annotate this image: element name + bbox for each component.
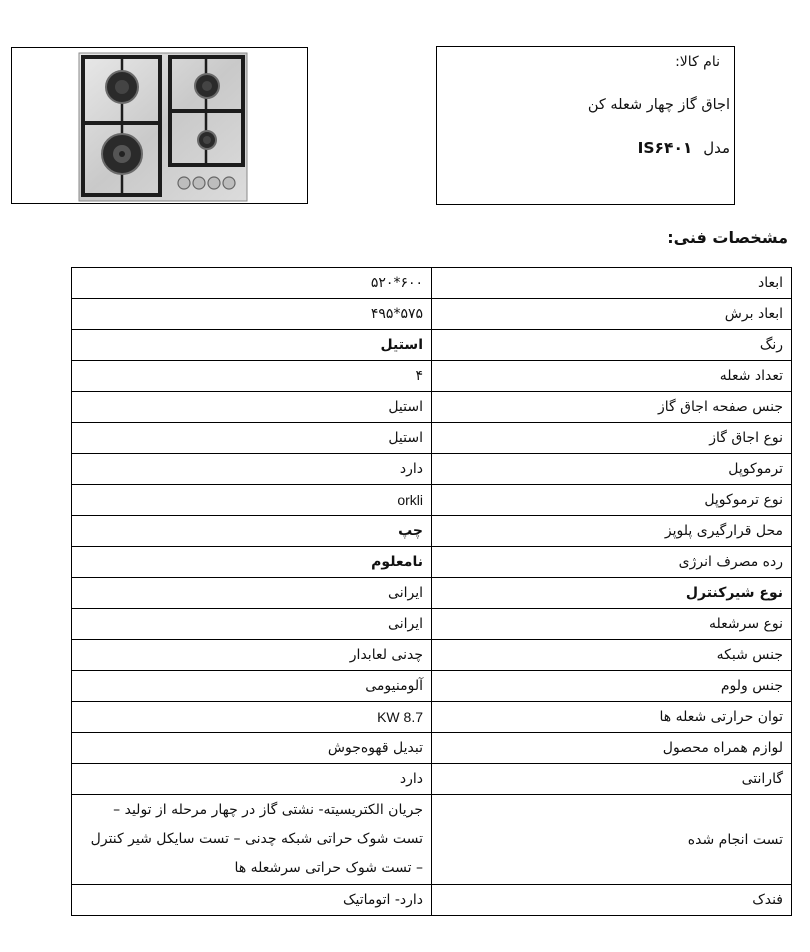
- table-row: [72, 330, 792, 361]
- table-row: [72, 454, 792, 485]
- spec-label: فندک: [432, 885, 792, 916]
- table-row: [72, 361, 792, 392]
- table-row: [72, 764, 792, 795]
- spec-value: آلومنیومی: [72, 671, 432, 702]
- product-name-label: نام کالا:: [675, 54, 720, 70]
- model-label: مدل: [703, 139, 730, 157]
- spec-value: ایرانی: [72, 609, 432, 640]
- spec-label: ابعاد: [432, 268, 792, 299]
- spec-value: جریان الکتریسیته- نشتی گاز در چهار مرحله از تولید – تست شوک حراتی شبکه چدنی – تست سایکل شیر کنترل – تست شوک حراتی سرشعله ها: [72, 795, 432, 885]
- spec-value: چپ: [72, 516, 432, 547]
- spec-label: جنس شبکه: [432, 640, 792, 671]
- spec-value: ۵۷۵*۴۹۵: [72, 299, 432, 330]
- table-row: [72, 671, 792, 702]
- specs-table: [71, 267, 792, 916]
- table-row: [72, 485, 792, 516]
- spec-value: تبدیل قهوه‌جوش: [72, 733, 432, 764]
- spec-value: 8.7 KW: [72, 702, 432, 733]
- table-row: [72, 392, 792, 423]
- table-row: [72, 733, 792, 764]
- table-row: [72, 516, 792, 547]
- specs-title: مشخصات فنی:: [667, 228, 788, 247]
- spec-label: تعداد شعله: [432, 361, 792, 392]
- spec-value: orkli: [72, 485, 432, 516]
- spec-value: دارد: [72, 764, 432, 795]
- spec-value: ۶۰۰*۵۲۰: [72, 268, 432, 299]
- product-image-frame: [11, 47, 308, 204]
- table-row: [72, 578, 792, 609]
- spec-label: نوع شیرکنترل: [432, 578, 792, 609]
- spec-value: استیل: [72, 423, 432, 454]
- spec-label: نوع اجاق گاز: [432, 423, 792, 454]
- spec-label: جنس ولوم: [432, 671, 792, 702]
- spec-value: دارد: [72, 454, 432, 485]
- spec-value: استیل: [72, 330, 432, 361]
- table-row: [72, 702, 792, 733]
- spec-label: لوازم همراه محصول: [432, 733, 792, 764]
- model-code: IS۶۴۰۱: [637, 139, 693, 157]
- table-row: [72, 423, 792, 454]
- spec-label: نوع سرشعله: [432, 609, 792, 640]
- spec-value: چدنی لعابدار: [72, 640, 432, 671]
- spec-value: ۴: [72, 361, 432, 392]
- spec-label: رنگ: [432, 330, 792, 361]
- product-model: [638, 139, 730, 157]
- spec-label: ترموکوپل: [432, 454, 792, 485]
- spec-label: ابعاد برش: [432, 299, 792, 330]
- spec-value: دارد- اتوماتیک: [72, 885, 432, 916]
- product-name-value: اجاق گاز چهار شعله کن: [587, 97, 730, 113]
- table-row: [72, 640, 792, 671]
- spec-label: گارانتی: [432, 764, 792, 795]
- spec-value: استیل: [72, 392, 432, 423]
- table-row: [72, 885, 792, 916]
- spec-label: تست انجام شده: [432, 795, 792, 885]
- spec-label: رده مصرف انرژی: [432, 547, 792, 578]
- spec-value: ایرانی: [72, 578, 432, 609]
- table-row: [72, 299, 792, 330]
- spec-value: نامعلوم: [72, 547, 432, 578]
- product-name-box: [436, 46, 735, 205]
- spec-label: محل قرارگیری پلوپز: [432, 516, 792, 547]
- table-row: [72, 547, 792, 578]
- spec-label: توان حرارتی شعله ها: [432, 702, 792, 733]
- table-row: [72, 795, 792, 885]
- table-row: [72, 609, 792, 640]
- gas-hob-image: [12, 48, 309, 205]
- table-row: [72, 268, 792, 299]
- spec-label: جنس صفحه اجاق گاز: [432, 392, 792, 423]
- spec-label: نوع ترموکوپل: [432, 485, 792, 516]
